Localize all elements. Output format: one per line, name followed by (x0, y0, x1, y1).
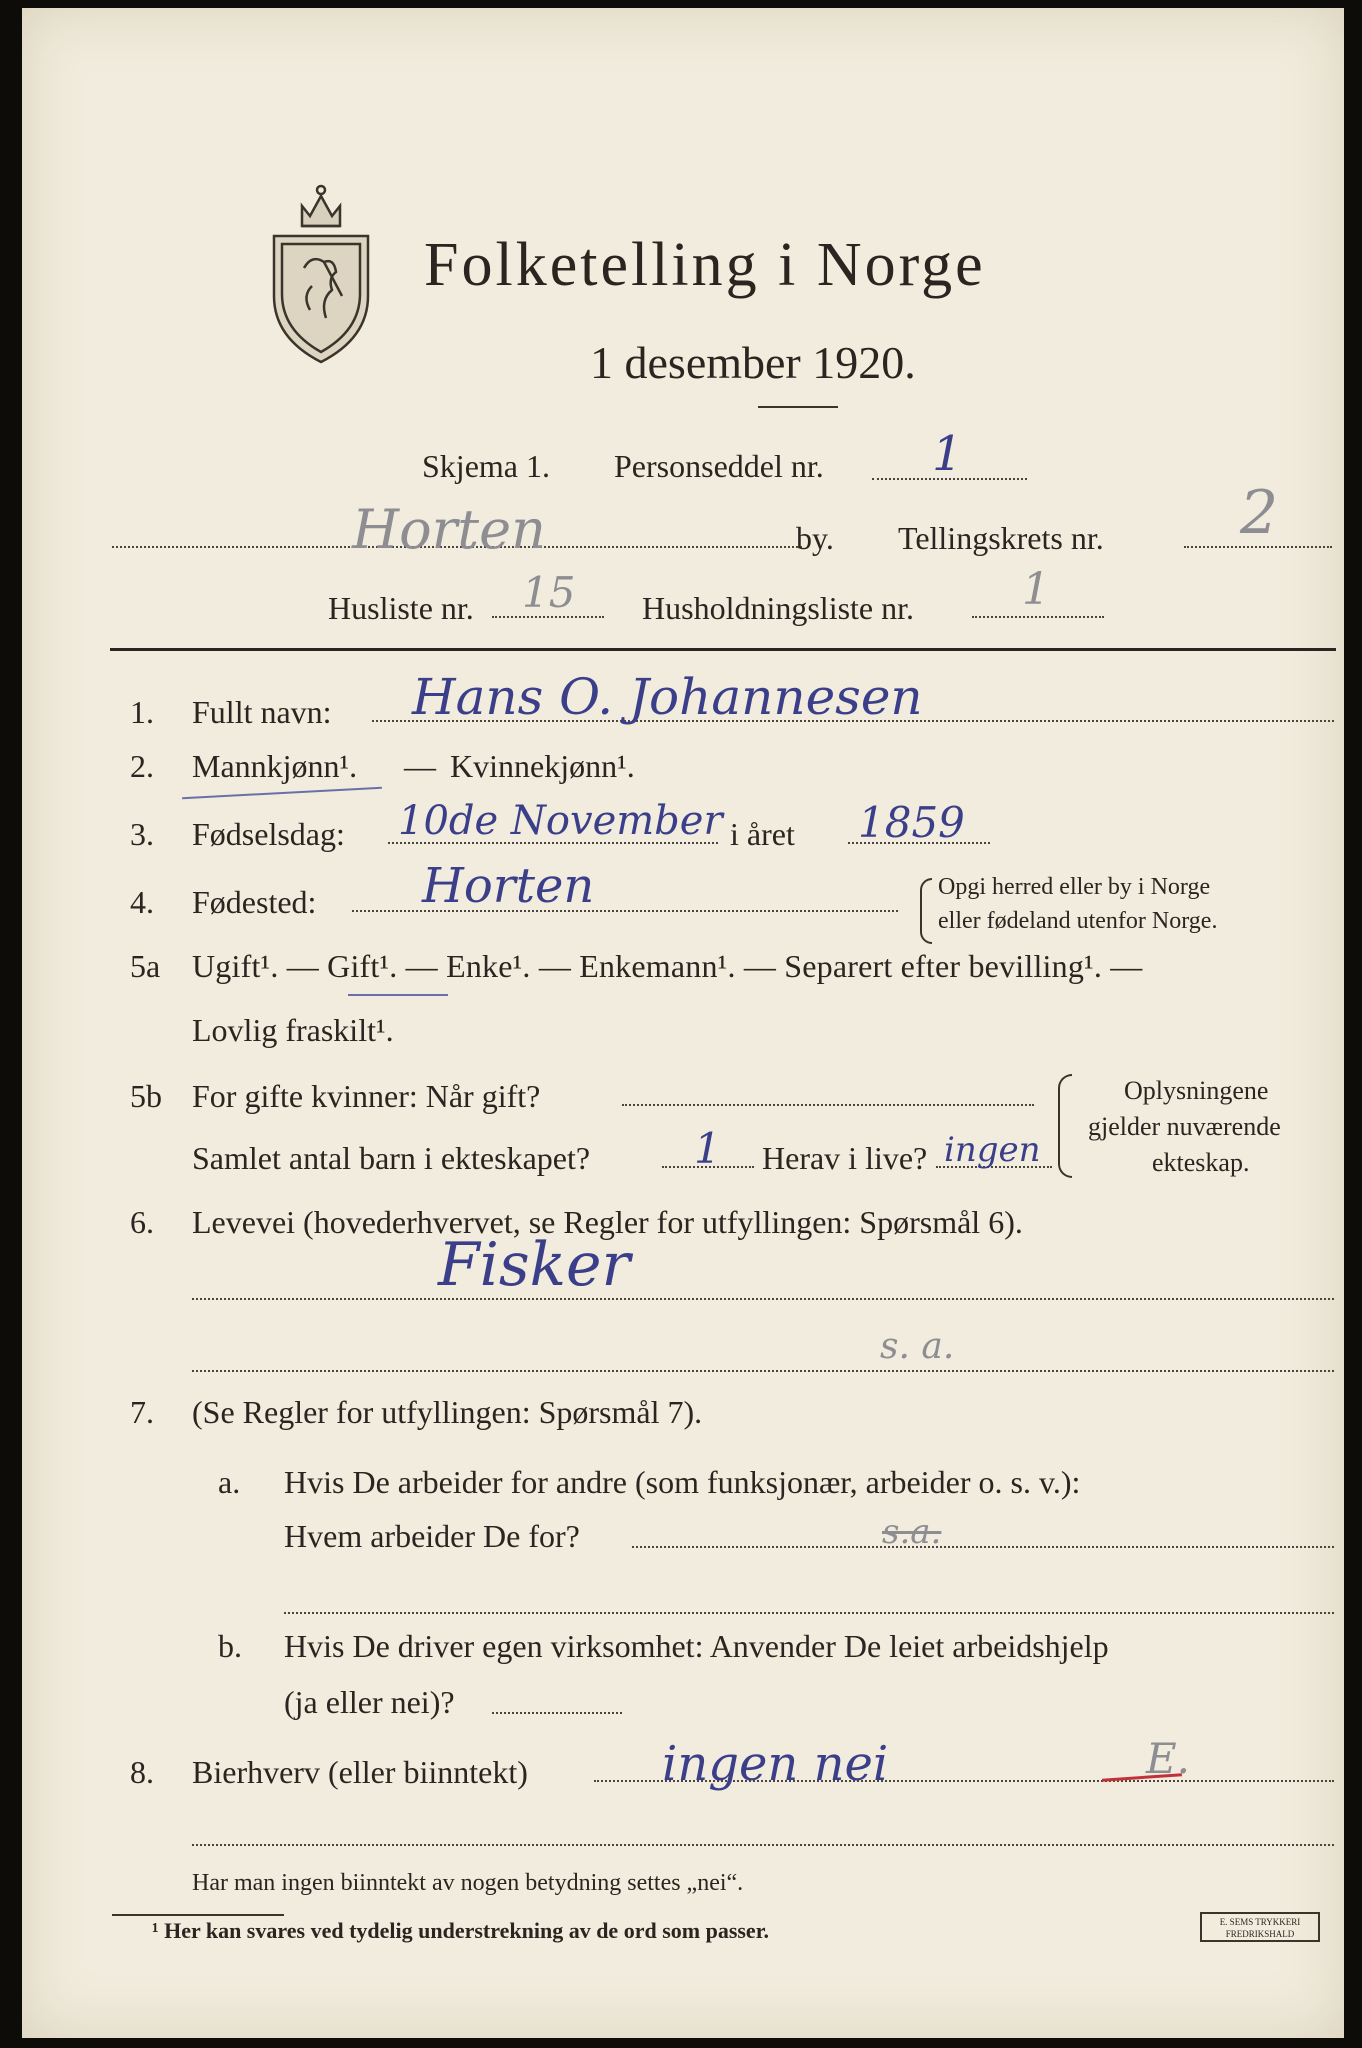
q5b-label: For gifte kvinner: Når gift? (192, 1078, 541, 1114)
q4-brace (920, 878, 932, 944)
tellingskrets-value: 2 (1240, 478, 1279, 548)
tellingskrets-label: Tellingskrets nr. (898, 520, 1104, 556)
q5b-note-2: gjelder nuværende (1088, 1112, 1281, 1141)
birthplace-value: Horten (422, 858, 595, 914)
personseddel-label: Personseddel nr. (614, 448, 824, 484)
q8-number: 8. (130, 1754, 154, 1790)
bierhverv-value: ingen nei (662, 1736, 889, 1792)
q7a-letter: a. (218, 1464, 241, 1500)
q7b-question: (ja eller nei)? (284, 1684, 455, 1720)
title-divider (758, 406, 838, 408)
q4-note-1: Opgi herred eller by i Norge (938, 874, 1211, 900)
q5b-line (622, 1104, 1034, 1106)
q7b-line (492, 1712, 622, 1714)
q6-line-1 (192, 1298, 1334, 1300)
q7b-letter: b. (218, 1628, 242, 1664)
q5a-gift-underline (348, 994, 448, 996)
q2-female: Kvinnekjønn¹. (450, 748, 635, 784)
q5a-options: Ugift¹. — Gift¹. — Enke¹. — Enkemann¹. — Separert efter bevilling¹. — (192, 948, 1143, 984)
birthdate-value: 10de November (398, 798, 723, 844)
q1-label: Fullt navn: (192, 694, 332, 730)
q5b-note-3: ekteskap. (1152, 1148, 1250, 1177)
q5b-note-1: Oplysningene (1124, 1076, 1269, 1105)
skjema-label: Skjema 1. (422, 448, 550, 484)
q5a-number: 5a (130, 948, 161, 984)
q8-line-2 (192, 1844, 1334, 1846)
husholdning-line (972, 616, 1104, 618)
q6-label: Levevei (hovederhvervet, se Regler for utfyllingen: Spørsmål 6). (192, 1204, 1023, 1240)
full-name-value: Hans O. Johannesen (412, 668, 923, 726)
q5a-options-cont: Lovlig fraskilt¹. (192, 1012, 394, 1048)
q8-label: Bierhverv (eller biinntekt) (192, 1754, 528, 1790)
q5b-barn-label: Samlet antal barn i ekteskapet? (192, 1140, 591, 1176)
birth-year-value: 1859 (858, 798, 965, 847)
q5b-herav-label: Herav i live? (762, 1140, 928, 1176)
q4-number: 4. (130, 884, 154, 920)
by-label: by. (796, 520, 834, 556)
q7a-question: Hvem arbeider De for? (284, 1518, 580, 1554)
footnote-divider (112, 1914, 284, 1916)
q7-label: (Se Regler for utfyllingen: Spørsmål 7). (192, 1394, 703, 1430)
bierhverv-mark: E. (1146, 1734, 1191, 1783)
printer-name: E. SEMS TRYKKERI (1219, 1917, 1301, 1927)
footer-note: Har man ingen biinntekt av nogen betydning settes „nei“. (192, 1870, 744, 1896)
census-date: 1 desember 1920. (590, 337, 916, 388)
herav-value: ingen (944, 1130, 1041, 1170)
q6-line-2 (192, 1370, 1334, 1372)
q3-label: Fødselsdag: (192, 816, 345, 852)
q2-number: 2. (130, 748, 154, 784)
occupation-pencil-note: s. a. (880, 1326, 955, 1367)
q7a-text: Hvis De arbeider for andre (som funksjonær, arbeider o. s. v.): (284, 1464, 1081, 1500)
occupation-value: Fisker (438, 1230, 631, 1300)
q3-year-label: i året (730, 816, 795, 852)
page-title: Folketelling i Norge (424, 231, 986, 299)
census-form (22, 8, 1344, 2038)
q1-number: 1. (130, 694, 154, 730)
q7-number: 7. (130, 1394, 154, 1430)
footnote: ¹ Her kan svares ved tydelig understrekning av de ord som passer. (152, 1918, 769, 1943)
q2-male: Mannkjønn¹. (192, 748, 358, 784)
q4-label: Fødested: (192, 884, 317, 920)
husliste-value: 15 (522, 568, 576, 617)
city-value: Horten (352, 498, 546, 561)
husliste-label: Husliste nr. (328, 590, 474, 626)
barn-value: 1 (694, 1124, 721, 1173)
husholdning-value: 1 (1022, 564, 1050, 615)
q7a-cross-mark: s.a. (882, 1512, 942, 1552)
header-divider (110, 648, 1336, 651)
q4-note-2: eller fødeland utenfor Norge. (938, 908, 1218, 934)
printer-city: FREDRIKSHALD (1225, 1929, 1295, 1939)
norway-coat-of-arms-icon (262, 178, 380, 368)
q5b-number: 5b (130, 1078, 162, 1114)
husholdning-label: Husholdningsliste nr. (642, 590, 915, 626)
q2-separator: — (404, 748, 436, 784)
q7a-line-2 (284, 1612, 1334, 1614)
q7b-text: Hvis De driver egen virksomhet: Anvender De leiet arbeidshjelp (284, 1628, 1109, 1664)
q6-number: 6. (130, 1204, 154, 1240)
q5b-brace (1058, 1074, 1072, 1178)
printer-stamp (1200, 1912, 1320, 1942)
q2-male-underline (182, 787, 382, 799)
q3-number: 3. (130, 816, 154, 852)
personseddel-value: 1 (932, 426, 963, 482)
q7a-line-1 (632, 1546, 1334, 1548)
